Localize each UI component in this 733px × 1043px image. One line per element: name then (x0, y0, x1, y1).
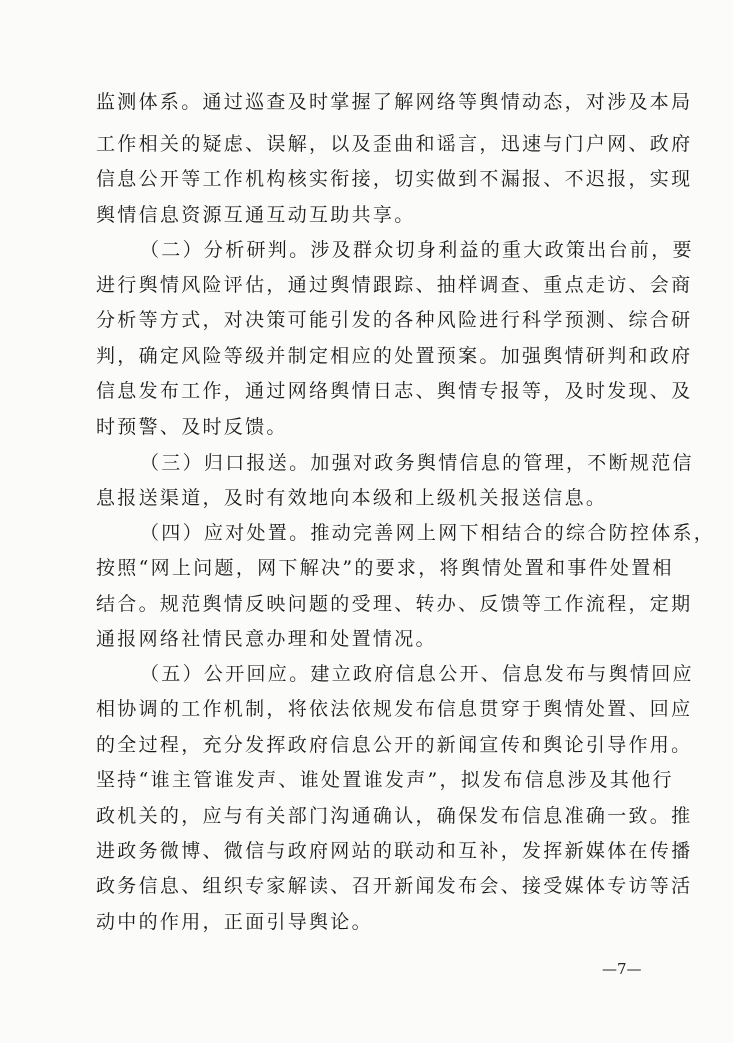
text-line: 分析等方式，对决策可能引发的各种风险进行科学预测、综合研 (96, 309, 693, 331)
text-line: 进行舆情风险评估，通过舆情跟踪、抽样调查、重点走访、会商 (96, 274, 693, 296)
paragraph-5-first-line: （五）公开回应。建立政府信息公开、信息发布与舆情回应 (140, 663, 694, 685)
text-line: 信息发布工作，通过网络舆情日志、舆情专报等，及时发现、及 (96, 380, 693, 402)
page-number: —7— (602, 960, 642, 978)
text-line: 相协调的工作机制，将依法依规发布信息贯穿于舆情处置、回应 (96, 698, 693, 720)
text-line: 按照“网上问题，网下解决”的要求，将舆情处置和事件处置相 (96, 557, 674, 579)
text-line: 信息公开等工作机构核实衔接，切实做到不漏报、不迟报，实现 (96, 168, 693, 190)
text-line: 监测体系。通过巡查及时掌握了解网络等舆情动态，对涉及本局 (96, 91, 693, 113)
text-line: 坚持“谁主管谁发声、谁处置谁发声”，拟发布信息涉及其他行 (96, 769, 674, 791)
text-line: 舆情信息资源互通互动互助共享。 (96, 204, 416, 226)
paragraph-4-first-line: （四）应对处置。推动完善网上网下相结合的综合防控体系， (140, 522, 716, 544)
text-line: 进政务微博、微信与政府网站的联动和互补，发挥新媒体在传播 (96, 840, 693, 862)
text-line: 时预警、及时反馈。 (96, 416, 288, 438)
paragraph-3-first-line: （三）归口报送。加强对政务舆情信息的管理，不断规范信 (140, 452, 694, 474)
text-line: 工作相关的疑虑、误解，以及歪曲和谣言，迅速与门户网、政府 (96, 133, 693, 155)
text-line: 判，确定风险等级并制定相应的处置预案。加强舆情研判和政府 (96, 345, 693, 367)
text-line: 政机关的，应与有关部门沟通确认，确保发布信息准确一致。推 (96, 805, 693, 827)
text-line: 结合。规范舆情反映问题的受理、转办、反馈等工作流程，定期 (96, 593, 693, 615)
text-line: 的全过程，充分发挥政府信息公开的新闻宣传和舆论引导作用。 (96, 734, 693, 756)
paragraph-2-first-line: （二）分析研判。涉及群众切身利益的重大政策出台前，要 (140, 239, 694, 261)
text-line: 动中的作用，正面引导舆论。 (96, 911, 373, 933)
text-line: 政务信息、组织专家解读、召开新闻发布会、接受媒体专访等活 (96, 875, 693, 897)
text-line: 通报网络社情民意办理和处置情况。 (96, 628, 437, 650)
text-line: 息报送渠道，及时有效地向本级和上级机关报送信息。 (96, 487, 608, 509)
